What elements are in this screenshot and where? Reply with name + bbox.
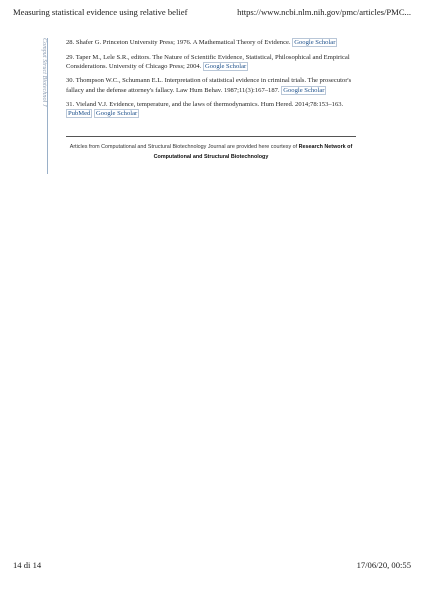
reference-item [66, 76, 358, 94]
google-scholar-link[interactable]: Google Scholar [96, 110, 138, 118]
google-scholar-link[interactable]: Google Scholar [205, 62, 247, 70]
page-number: 14 di 14 [13, 560, 42, 570]
page-header-title: Measuring statistical evidence using relative belief [13, 7, 188, 17]
journal-sidebar [41, 38, 54, 174]
pubmed-link[interactable]: PubMed [68, 110, 91, 118]
reference-text: 29. Taper M., Lele S.R., editors. The Nature of Scientific Evidence, Statistical, Philosophical and Empirical Considerations. University of Chicago Press; 2004. [66, 53, 350, 70]
google-scholar-link[interactable]: Google Scholar [283, 86, 325, 94]
reference-text: 30. Thompson W.C., Schumann E.L. Interpretation of statistical evidence in criminal trials. The prosecutor's fallacy and the defense attorney's fallacy. Law Hum Behav. 1987;11(3):167–187. [66, 77, 352, 94]
journal-sidebar-label: Comput Struct Biotechnol J [41, 38, 48, 107]
credit-publisher: Research Network of Computational and Structural Biotechnology [153, 144, 353, 160]
reference-list [66, 38, 358, 124]
credit-prefix: Articles from Computational and Structural Biotechnology Journal are provided here courtesy of [69, 144, 299, 150]
article-credit [66, 142, 356, 162]
reference-item [66, 38, 358, 47]
divider [66, 136, 356, 137]
reference-text: 28. Shafer G. Princeton University Press; 1976. A Mathematical Theory of Evidence. [66, 39, 293, 46]
print-timestamp: 17/06/20, 00:55 [356, 560, 411, 570]
reference-item [66, 100, 358, 118]
page-header-url: https://www.ncbi.nlm.nih.gov/pmc/articles/PMC... [237, 7, 411, 17]
reference-item [66, 53, 358, 71]
google-scholar-link[interactable]: Google Scholar [294, 39, 336, 46]
reference-text: 31. Vieland V.J. Evidence, temperature, and the laws of thermodynamics. Hum Hered. 2014;78:153–163. [66, 101, 344, 109]
